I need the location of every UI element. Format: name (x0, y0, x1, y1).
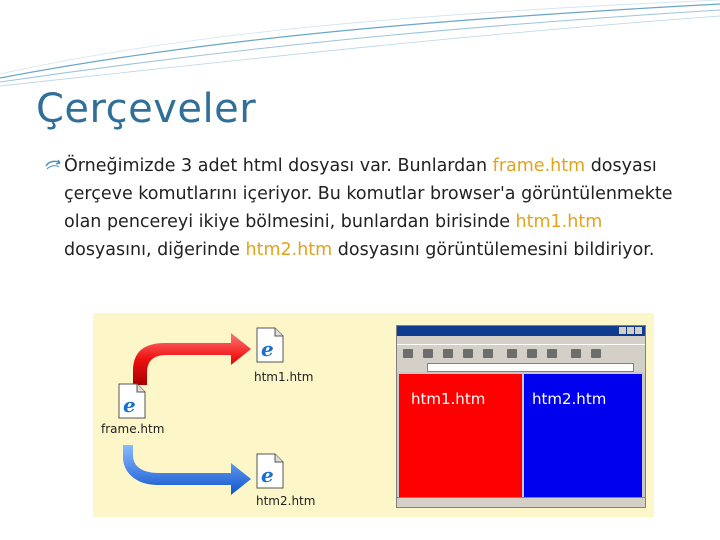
header-swoosh-decoration (0, 0, 720, 90)
browser-window (396, 325, 646, 508)
lower-arrow-icon (123, 445, 251, 495)
left-frame-label: htm1.htm (411, 390, 486, 408)
upper-arrow-icon (133, 333, 251, 385)
svg-text:e: e (261, 463, 274, 487)
htm2-label: htm2.htm (256, 494, 316, 508)
svg-text:e: e (261, 337, 274, 361)
highlight-frame-htm: frame.htm (492, 156, 586, 176)
window-controls-icon (619, 327, 643, 335)
bullet-text-part2: dosyası çerçeve komutlarını içeriyor. Bu komutlar browser'a görüntülenmekte olan pencereyi ikiye bölmesini, bunlardan birisinde (64, 156, 673, 232)
left-frame (399, 374, 522, 497)
bullet-text-part3: dosyasını, diğerinde (64, 240, 246, 260)
browser-titlebar (397, 326, 645, 336)
bullet-text-part1: Örneğimizde 3 adet html dosyası var. Bunlardan (64, 156, 493, 176)
bullet-text-part4: dosyasını görüntülemesini bildiriyor. (332, 240, 655, 260)
browser-toolbar (397, 344, 645, 363)
htm2-document-icon (255, 453, 285, 489)
slide-title: Çerçeveler (36, 86, 257, 132)
frame-document-icon (117, 383, 147, 419)
bullet-arrow-icon (44, 157, 62, 175)
browser-statusbar (397, 497, 645, 507)
svg-text:e: e (123, 393, 136, 417)
bullet-paragraph (44, 152, 684, 264)
htm1-document-icon (255, 327, 285, 363)
browser-menubar (397, 336, 645, 344)
right-frame (524, 374, 642, 497)
frame-label: frame.htm (101, 422, 165, 436)
highlight-htm2-htm: htm2.htm (245, 240, 333, 260)
right-frame-label: htm2.htm (532, 390, 607, 408)
bullet-text (44, 152, 684, 264)
toolbar-buttons-icon (397, 345, 645, 363)
htm1-label: htm1.htm (254, 370, 314, 384)
browser-address-bar (397, 362, 645, 372)
highlight-htm1-htm: htm1.htm (515, 212, 603, 232)
